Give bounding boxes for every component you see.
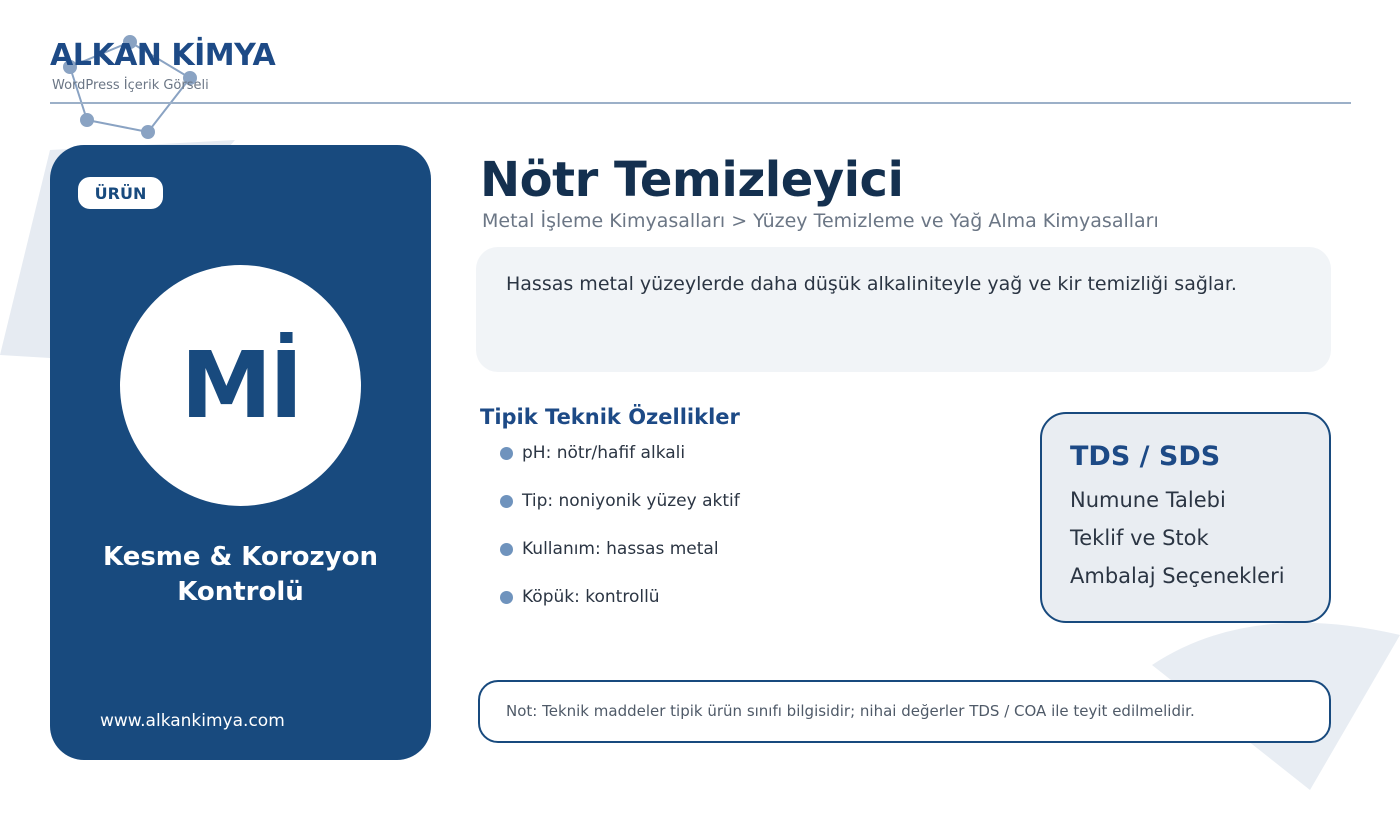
specs-title: Tipik Teknik Özellikler [480, 405, 740, 429]
bullet-dot-icon [500, 447, 513, 460]
spec-item [500, 489, 740, 513]
bullet-dot-icon [500, 495, 513, 508]
breadcrumb: Metal İşleme Kimyasalları > Yüzey Temizleme ve Yağ Alma Kimyasalları [482, 210, 1159, 232]
bullet-dot-icon [500, 543, 513, 556]
note-box [478, 680, 1331, 743]
sample-request-link[interactable]: Numune Talebi [1070, 488, 1226, 512]
product-badge: ÜRÜN [78, 177, 163, 209]
product-title: Nötr Temizleyici [480, 152, 904, 208]
quote-stock-link[interactable]: Teklif ve Stok [1070, 526, 1209, 550]
note-text: Not: Teknik maddeler tipik ürün sınıfı bilgisidir; nihai değerler TDS / COA ile teyit edilmelidir. [506, 702, 1195, 720]
product-description: Hassas metal yüzeylerde daha düşük alkaliniteyle yağ ve kir temizliği sağlar. [506, 273, 1237, 295]
monogram-circle [120, 265, 361, 506]
spec-text: Köpük: kontrollü [522, 587, 660, 607]
spec-text: Kullanım: hassas metal [522, 539, 719, 559]
spec-item [500, 585, 660, 609]
brand-subtitle: WordPress İçerik Görseli [52, 78, 209, 93]
header-divider [50, 102, 1351, 104]
monogram-text: Mİ [180, 331, 301, 439]
website-url: www.alkankimya.com [100, 711, 285, 731]
spec-text: Tip: noniyonik yüzey aktif [522, 491, 740, 511]
tds-sds-link[interactable]: TDS / SDS [1070, 441, 1221, 472]
description-box [476, 247, 1331, 372]
product-card [50, 145, 431, 760]
packaging-options-link[interactable]: Ambalaj Seçenekleri [1070, 564, 1285, 588]
spec-text: pH: nötr/hafif alkali [522, 443, 686, 463]
brand-name: ALKAN KİMYA [50, 38, 276, 73]
spec-item [500, 441, 685, 465]
spec-item [500, 537, 719, 561]
documents-box [1040, 412, 1331, 623]
bullet-dot-icon [500, 591, 513, 604]
card-category-title: Kesme & Korozyon Kontrolü [103, 542, 378, 607]
